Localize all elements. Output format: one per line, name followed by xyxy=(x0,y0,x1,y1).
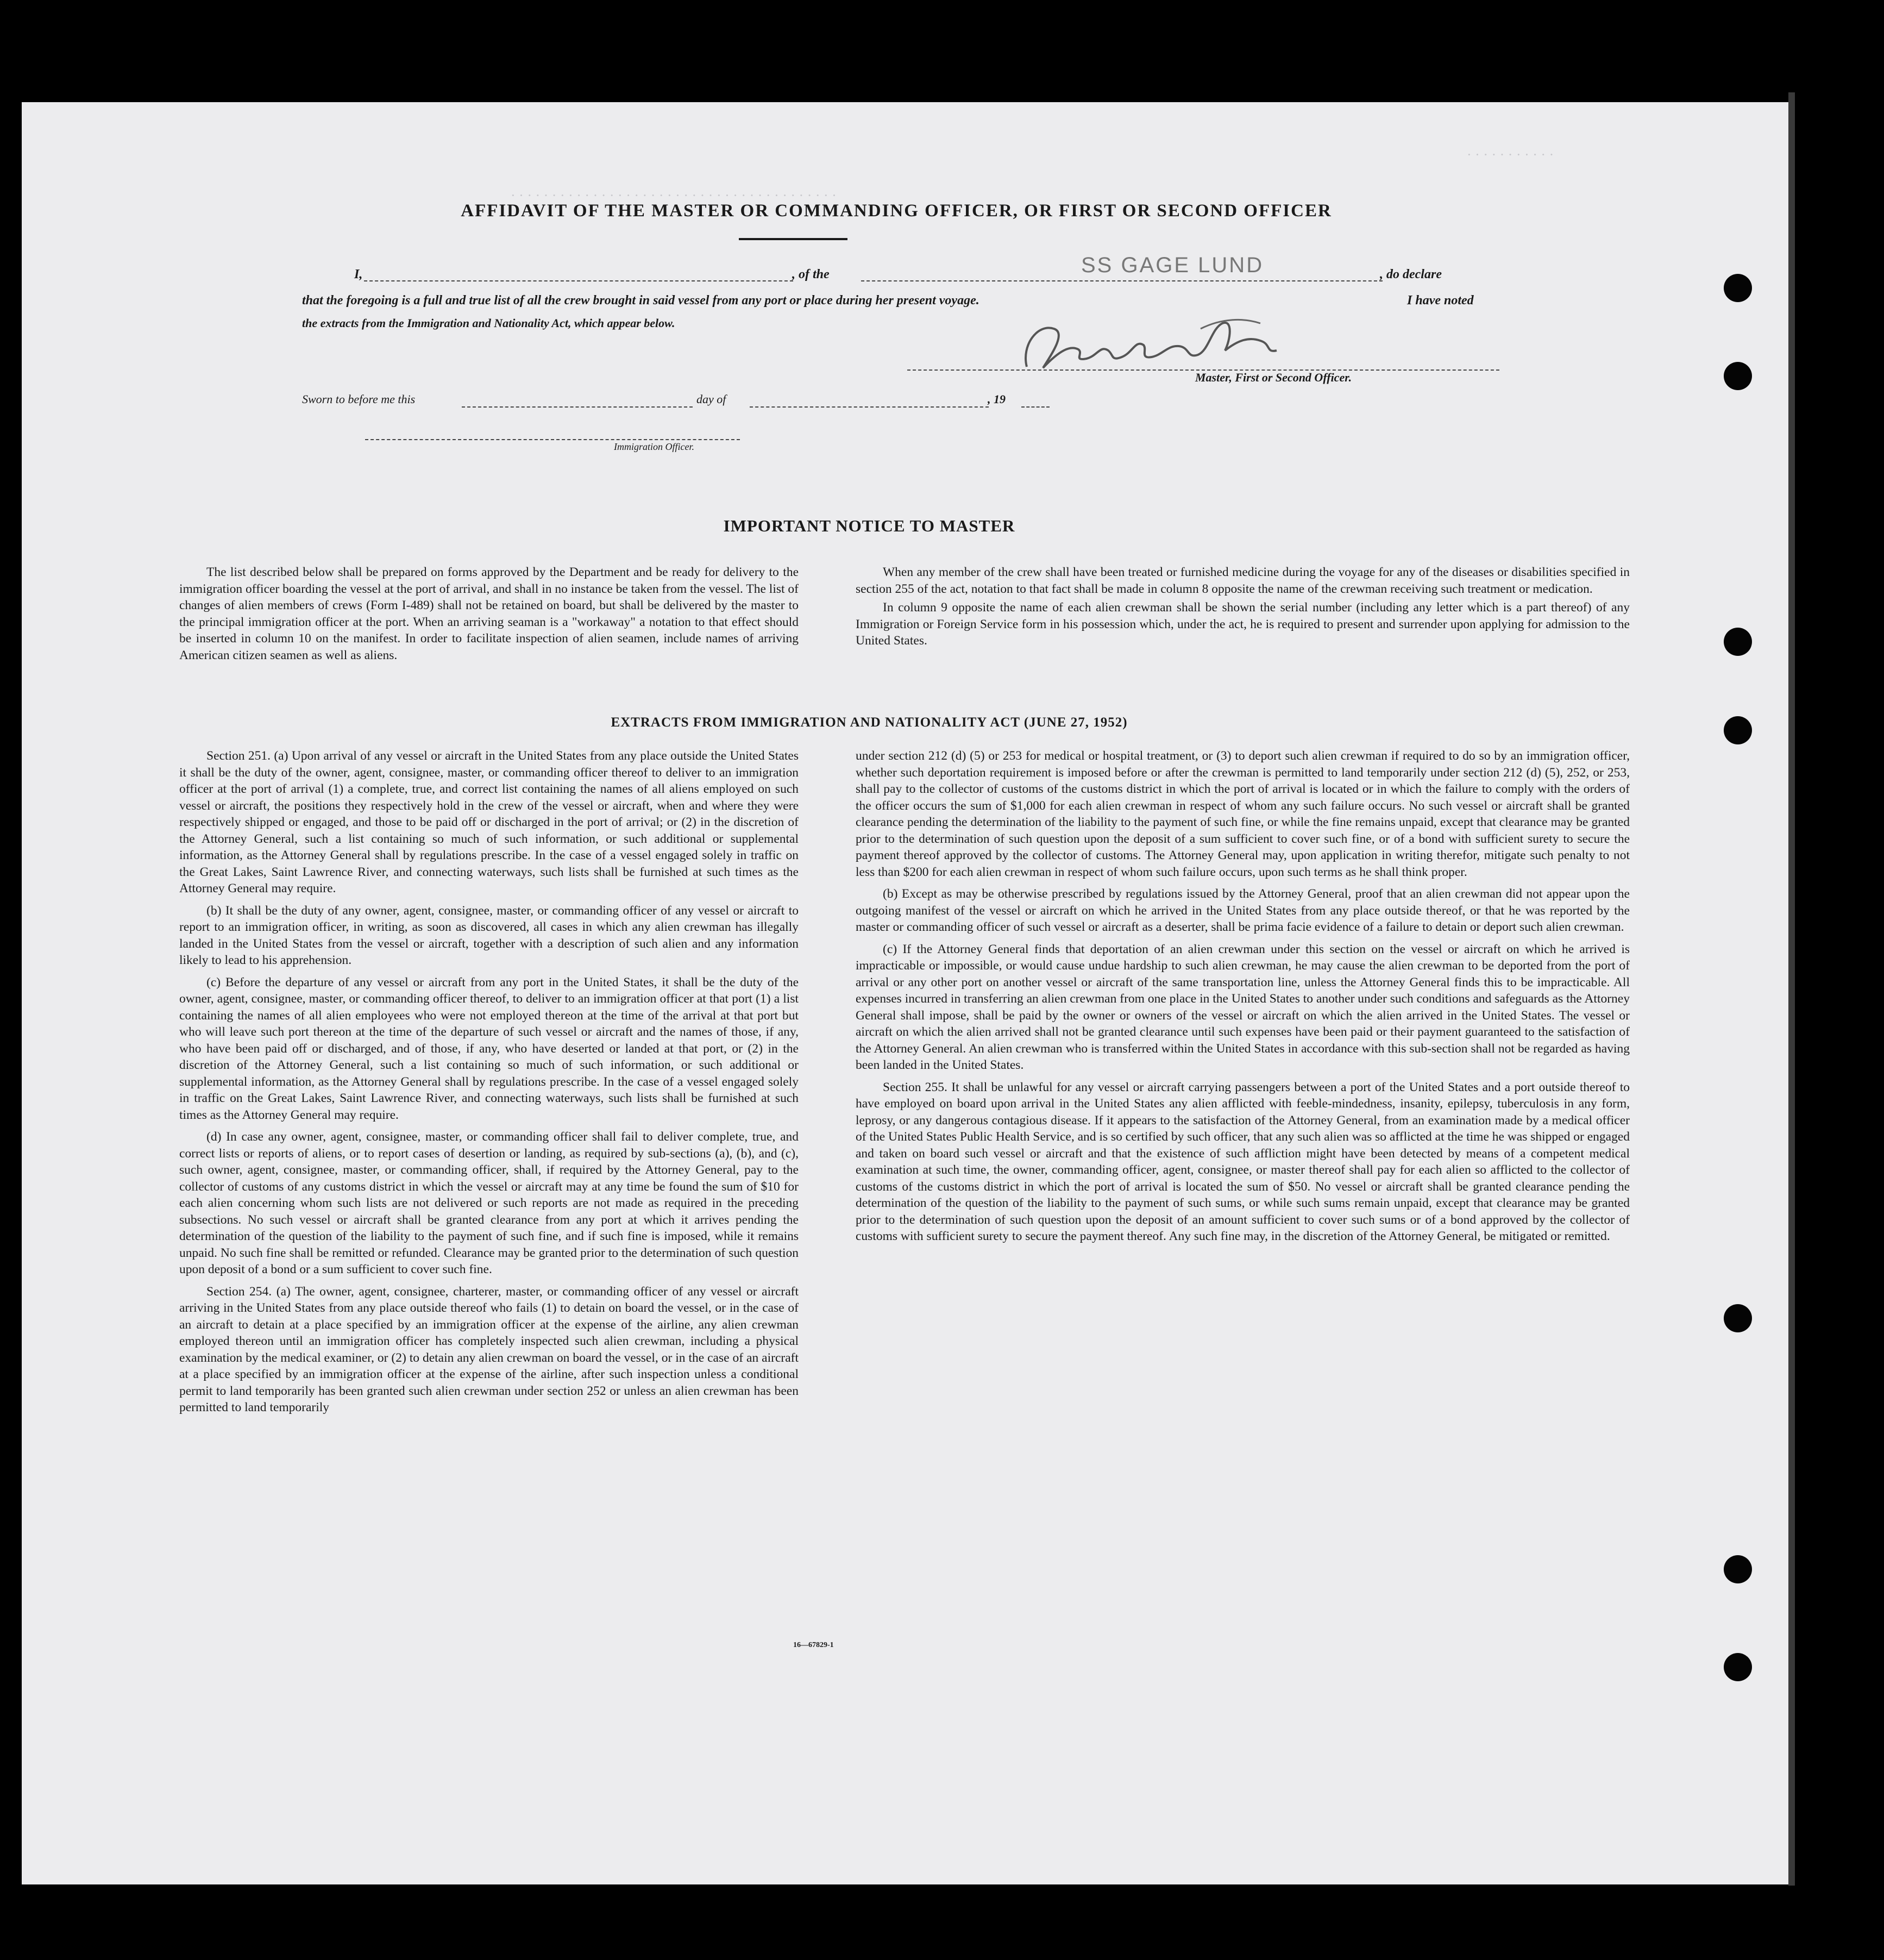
section-254a: Section 254. (a) The owner, agent, consignee, charterer, master, or commanding officer of any vessel or aircraft arriving in the United States from any place outside thereof who fails (1) to detain on board the vessel, or in the case of an aircraft to detain at a place specified by an immigration officer at the expense of the airline, any alien crewman employed thereon until an immigration officer has completely inspected such alien crewman, including a physical examination by the medical examiner, or (2) to detain any alien crewman on board the vessel, or in the case of an aircraft at a place specified by an immigration officer at the expense of the airline, after such inspection unless a conditional permit to land temporarily has been granted such alien crewman under section 252 or unless an alien crewman has been permitted to land temporarily xyxy=(179,1284,799,1414)
section-251c: (c) Before the departure of any vessel or aircraft from any port in the United States, it shall be the duty of the owner, agent, consignee, master, or commanding officer thereof, to deliver to an immigration officer at that port (1) a list containing the names of all alien employees who were not employed thereon at the time of the arrival at that port but who will leave such port thereon at the time of the departure of such vessel or aircraft and the names of those, if any, who have been paid off or discharged, and of those, if any, who have deserted or landed at that port, or (2) in the discretion of the Attorney General, such a list containing so much of such information, or such additional or supplemental information, as the Attorney General shall by regulations prescribe. In the case of a vessel engaged solely in traffic on the Great Lakes, Saint Lawrence River, and connecting waterways, such lists shall be furnished at such times as the Attorney General may require. xyxy=(179,975,799,1122)
master-signature xyxy=(1005,307,1309,378)
binder-hole xyxy=(1724,1653,1752,1681)
affiant-label: I, xyxy=(354,267,363,281)
notice-left-paragraph: The list described below shall be prepared on forms approved by the Department and be ready for delivery to the immigration officer boarding the vessel at the port of arrival, and shall in no instance be taken from the vessel. The list of changes of alien members of crews (Form I-489) shall not be retained on board, but shall be delivered by the master to the principal immigration officer at the port. When an arriving seaman is a "workaway" a notation to that effect should be inserted in column 10 on the manifest. In order to facilitate inspection of alien seamen, include names of arriving American citizen seamen as well as aliens. xyxy=(179,565,799,662)
sworn-month-line[interactable] xyxy=(750,406,989,408)
notice-title: IMPORTANT NOTICE TO MASTER xyxy=(723,516,1015,535)
notice-right-column xyxy=(856,564,1630,655)
extracts-left-column xyxy=(179,748,799,1422)
bleed-through-text: · · · · · · · · · · · xyxy=(1467,147,1554,162)
notice-left-column xyxy=(179,564,799,669)
sworn-day-line[interactable] xyxy=(462,406,693,408)
binder-hole xyxy=(1724,628,1752,656)
extracts-right-column xyxy=(856,748,1630,1250)
binder-hole xyxy=(1724,274,1752,302)
section-254a-continued: under section 212 (d) (5) or 253 for medical or hospital treatment, or (3) to deport such alien crewman if required to do so by an immigration officer, whether such deportation requirement is imposed before or after the crewman is permitted to land temporarily under section 212 (d) (5), 252, or 253, shall pay to the collector of customs of the customs district in which the port of arrival is located or in which the failure to comply with the orders of the officer occurs the sum of $1,000 for each alien crewman in respect of whom any such failure occurs. No such vessel or aircraft shall be granted clearance pending the determination of the liability to the payment of such fine, or while the fine remains unpaid, except that clearance may be granted prior to the determination of such question upon the deposit of a sum sufficient to cover such fine, or of a bond with sufficient surety to secure the payment thereof approved by the collector of customs. The Attorney General may, upon application in writing therefor, mitigate such penalty to not less than $200 for each alien crewman in respect of whom such failure occurs, upon such terms as he shall think proper. xyxy=(856,749,1630,879)
signature-caption: Master, First or Second Officer. xyxy=(1195,371,1352,384)
vessel-name-line[interactable] xyxy=(861,280,1383,281)
section-251b: (b) It shall be the duty of any owner, agent, consignee, master, or commanding officer of any vessel or aircraft to report to an immigration officer, in writing, as soon as discovered, all cases in which any alien crewman has illegally landed in the United States from the vessel or aircraft, together with a description of such alien and any information likely to lead to his apprehension. xyxy=(179,903,799,967)
binder-hole xyxy=(1724,1555,1752,1583)
page-edge-shadow xyxy=(1788,92,1795,1886)
year-prefix: , 19 xyxy=(988,392,1006,406)
bleed-through-text: · · · · · · · · · · · · · · · · · · · · · · · · · · · · · · · · · · · · · · · · xyxy=(511,187,837,203)
affidavit-extracts-note: the extracts from the Immigration and Nationality Act, which appear below. xyxy=(302,316,675,330)
binder-hole xyxy=(1724,362,1752,390)
section-255: Section 255. It shall be unlawful for any vessel or aircraft carrying passengers between a port of the United States and a port outside thereof to have employed on board upon arrival in the United States any alien afflicted with feeble-mindedness, insanity, epilepsy, tuberculosis in any form, leprosy, or any dangerous contagious disease. If it appears to the satisfaction of the Attorney General, from an examination made by a medical officer of the United States Public Health Service, and is so certified by such officer, that any such alien was so afflicted at the time he was shipped or engaged and taken on board such vessel or aircraft and that the existence of such affliction might have been detected by means of a competent medical examination at such time, the owner, commanding officer, agent, consignee, or master thereof shall pay for each alien so afflicted to the collector of customs of the customs district in which the port of arrival is located the sum of $50. No vessel or aircraft shall be granted clearance pending the determination of the question of the liability to the payment of such sums, or while such sums remain unpaid, except that clearance may be granted prior to the determination of such question upon the deposit of an amount sufficient to cover such sums or of a bond approved by the collector of customs with sufficient surety to secure the payment thereof. Any such fine may, in the discretion of the Attorney General, be mitigated or remitted. xyxy=(856,1080,1630,1243)
section-254c: (c) If the Attorney General finds that deportation of an alien crewman under this section on the vessel or aircraft on which he arrived is impracticable or impossible, or would cause undue hardship to such alien crewman, he may cause the alien crewman to be deported from the port of arrival or any other port on another vessel or aircraft of the same transportation line, unless the Attorney General finds this to be impracticable. All expenses incurred in transferring an alien crewman from one place in the United States to another under such conditions and safeguards as the Attorney General shall impose, shall be paid by the owner or owners of the vessel or aircraft on which the alien arrived in the United States. The vessel or aircraft on which the alien arrived shall not be granted clearance until such expenses have been paid or their payment guaranteed to the satisfaction of the Attorney General. An alien crewman who is transferred within the United States in accordance with this sub-section shall not be regarded as having been landed in the United States. xyxy=(856,942,1630,1072)
section-251d: (d) In case any owner, agent, consignee, master, or commanding officer shall fail to deliver complete, true, and correct lists or reports of aliens, or to report cases of desertion or landing, as required by sub-sections (a), (b), and (c), such owner, agent, consignee, master, or commanding officer, shall, if required by the Attorney General, pay to the collector of customs of any customs district in which the vessel or aircraft may at any time be found the sum of $10 for each alien concerning whom such lists are not delivered or such reports are not made as required in the preceding subsections. No such vessel or aircraft shall be granted clearance from any port at which it arrives pending the determination of the question of the liability to the payment of such fine, and if such fine is imposed, while it remains unpaid. No such fine shall be remitted or refunded. Clearance may be granted prior to the determination of such question upon deposit of a bond or a sum sufficient to cover such fine. xyxy=(179,1130,799,1276)
affidavit-noted: I have noted xyxy=(1407,293,1474,308)
notice-serial-paragraph: In column 9 opposite the name of each alien crewman shall be shown the serial number (including any letter which is a part thereof) of any Immigration or Foreign Service form in his possession which, under the act, he is required to present and surrender upon applying for admission to the United States. xyxy=(856,600,1630,648)
immigration-officer-caption: Immigration Officer. xyxy=(614,441,694,452)
section-251a: Section 251. (a) Upon arrival of any vessel or aircraft in the United States from any place outside the United States it shall be the duty of the owner, agent, consignee, master, or commanding officer thereof to deliver to an immigration officer at the port of arrival (1) a complete, true, and correct list containing the names of all aliens employed on such vessel or aircraft, the positions they respectively hold in the crew of the vessel or aircraft, when and where they were respectively shipped or engaged, and those to be paid off or discharged in the port of arrival; or (2) in the discretion of the Attorney General, such a list containing so much of such information, or such additional or supplemental information, as the Attorney General shall by regulations prescribe. In the case of a vessel engaged solely in traffic on the Great Lakes, Saint Lawrence River, and connecting waterways, such lists shall be furnished at such times as the Attorney General may require. xyxy=(179,749,799,896)
of-the-label: , of the xyxy=(792,267,830,281)
notice-treatment-paragraph: When any member of the crew shall have been treated or furnished medicine during the voyage for any of the diseases or disabilities specified in section 255 of the act, notation to that fact shall be made in column 8 opposite the name of the crewman receiving such treatment or medication. xyxy=(856,565,1630,596)
affidavit-statement: that the foregoing is a full and true list of all the crew brought in said vessel from any port or place during her present voyage. xyxy=(302,293,979,308)
binder-hole xyxy=(1724,1304,1752,1332)
immigration-officer-line[interactable] xyxy=(365,439,740,440)
vessel-name-stamp: SS GAGE LUND xyxy=(1081,253,1264,277)
extracts-title: EXTRACTS FROM IMMIGRATION AND NATIONALITY ACT (JUNE 27, 1952) xyxy=(611,715,1128,730)
binder-hole xyxy=(1724,716,1752,744)
day-of-label: day of xyxy=(696,392,726,406)
do-declare-label: , do declare xyxy=(1380,267,1442,281)
title-rule xyxy=(739,238,847,240)
section-254b: (b) Except as may be otherwise prescribed by regulations issued by the Attorney General, proof that an alien crewman did not appear upon the outgoing manifest of the vessel or aircraft on which he arrived in the United States from any place outside thereof, or that he was reported by the master or commanding officer of such vessel or aircraft as a deserter, shall be prima facie evidence of a failure to detain or deport such alien crewman. xyxy=(856,887,1630,934)
affidavit-title: AFFIDAVIT OF THE MASTER OR COMMANDING OFFICER, OR FIRST OR SECOND OFFICER xyxy=(461,201,1332,221)
affiant-name-line[interactable] xyxy=(364,280,793,281)
sworn-label: Sworn to before me this xyxy=(302,392,416,406)
form-number: 16—67829-1 xyxy=(793,1641,834,1649)
sworn-year-line[interactable] xyxy=(1021,406,1050,408)
